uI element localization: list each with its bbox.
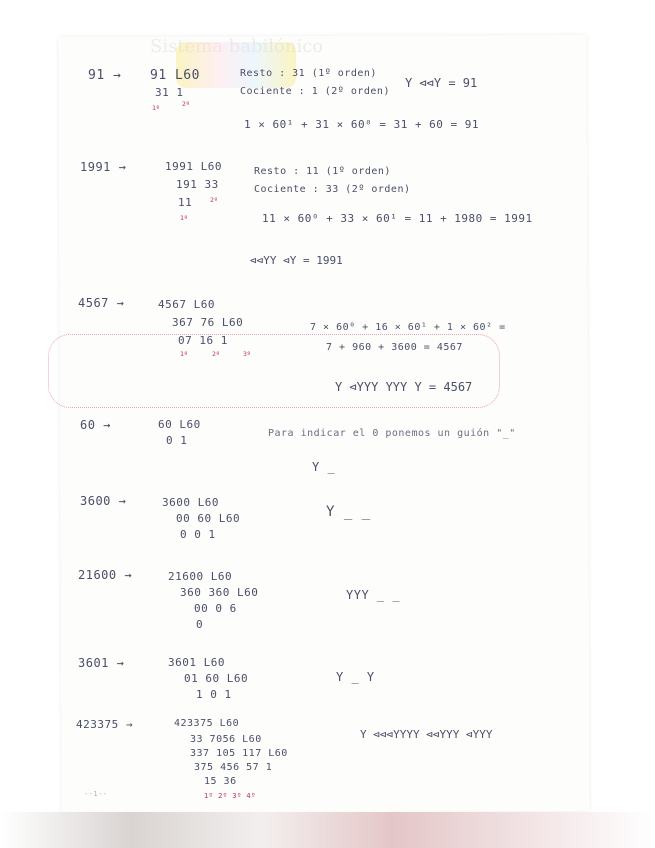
order-label: 1º — [180, 214, 188, 222]
calc-4567-line2: 7 + 960 + 3600 = 4567 — [326, 342, 463, 353]
division-line: 360 360 L60 — [180, 586, 259, 599]
cuneiform-4567: Y ⊲YYY YYY Y = 4567 — [335, 380, 473, 394]
number-3601: 3601 → — [78, 656, 125, 670]
highlight-cloud — [48, 334, 500, 408]
division-line: 0 1 — [166, 434, 188, 447]
cuneiform-60: Y _ — [312, 460, 336, 474]
division-line: 11 — [178, 196, 193, 209]
table-surface — [0, 812, 655, 848]
calc-1991: 11 × 60⁰ + 33 × 60¹ = 11 + 1980 = 1991 — [262, 212, 533, 225]
division-line: 00 60 L60 — [176, 512, 241, 525]
division-line: 337 105 117 L60 — [190, 748, 288, 759]
division-line: 3600 L60 — [162, 496, 219, 509]
show-through-text: Sistema babilónico — [150, 36, 324, 57]
division-line: 21600 L60 — [168, 570, 233, 583]
order-label: 1º — [180, 350, 188, 358]
order-label: 2º — [210, 196, 218, 204]
resto-text: Resto : 31 (1º orden) — [240, 68, 377, 79]
number-21600: 21600 → — [78, 568, 133, 582]
division-line: 3601 L60 — [168, 656, 225, 669]
division-line: 423375 L60 — [174, 718, 240, 729]
number-60: 60 → — [80, 418, 111, 432]
calc-91: 1 × 60¹ + 31 × 60⁰ = 31 + 60 = 91 — [244, 118, 480, 131]
division-line: 91 L60 — [150, 68, 200, 83]
number-4567: 4567 → — [78, 296, 125, 310]
division-line: 00 0 6 — [194, 602, 237, 615]
cuneiform-21600: YYY _ _ — [346, 588, 401, 602]
division-line: 1 0 1 — [196, 688, 232, 701]
division-line: 15 36 — [204, 776, 237, 787]
order-label: 1º — [152, 104, 160, 112]
order-label: 2º — [212, 350, 220, 358]
resto-text: Resto : 11 (1º orden) — [254, 166, 391, 177]
zero-note: Para indicar el 0 ponemos un guión "_" — [268, 428, 516, 439]
division-line: 1991 L60 — [165, 160, 222, 173]
paper-sheet — [58, 35, 589, 813]
division-line: 4567 L60 — [158, 298, 215, 311]
cociente-text: Cociente : 33 (2º orden) — [254, 184, 411, 195]
division-line: 01 60 L60 — [184, 672, 249, 685]
cuneiform-3601: Y _ Y — [336, 670, 375, 684]
number-91: 91 → — [88, 68, 122, 83]
division-line: 191 33 — [176, 178, 219, 191]
division-line: 33 7056 L60 — [190, 734, 262, 745]
cuneiform-91: Y ⊲⊲Y = 91 — [405, 76, 478, 90]
division-line: 60 L60 — [158, 418, 201, 431]
calc-4567-line1: 7 × 60⁰ + 16 × 60¹ + 1 × 60² = — [310, 322, 506, 333]
number-3600: 3600 → — [80, 494, 127, 508]
cuneiform-3600: Y _ _ — [326, 504, 371, 520]
division-line: 07 16 1 — [178, 334, 228, 347]
order-labels: 1º 2º 3º 4º — [204, 792, 256, 800]
order-label: 3º — [243, 350, 251, 358]
division-line: 367 76 L60 — [172, 316, 244, 329]
cuneiform-423375: Y ⊲⊲⊲YYYY ⊲⊲YYY ⊲YYY — [360, 728, 493, 741]
cuneiform-1991: ⊲⊲YY ⊲Y = 1991 — [250, 254, 343, 267]
page-mark: --1-- — [84, 790, 108, 798]
division-line: 0 — [196, 618, 204, 631]
division-line: 31 1 — [155, 86, 184, 99]
division-line: 0 0 1 — [180, 528, 216, 541]
cociente-text: Cociente : 1 (2º orden) — [240, 86, 390, 97]
division-line: 375 456 57 1 — [194, 762, 273, 773]
number-1991: 1991 → — [80, 160, 127, 174]
number-423375: 423375 → — [76, 718, 133, 731]
order-label: 2º — [182, 100, 190, 108]
